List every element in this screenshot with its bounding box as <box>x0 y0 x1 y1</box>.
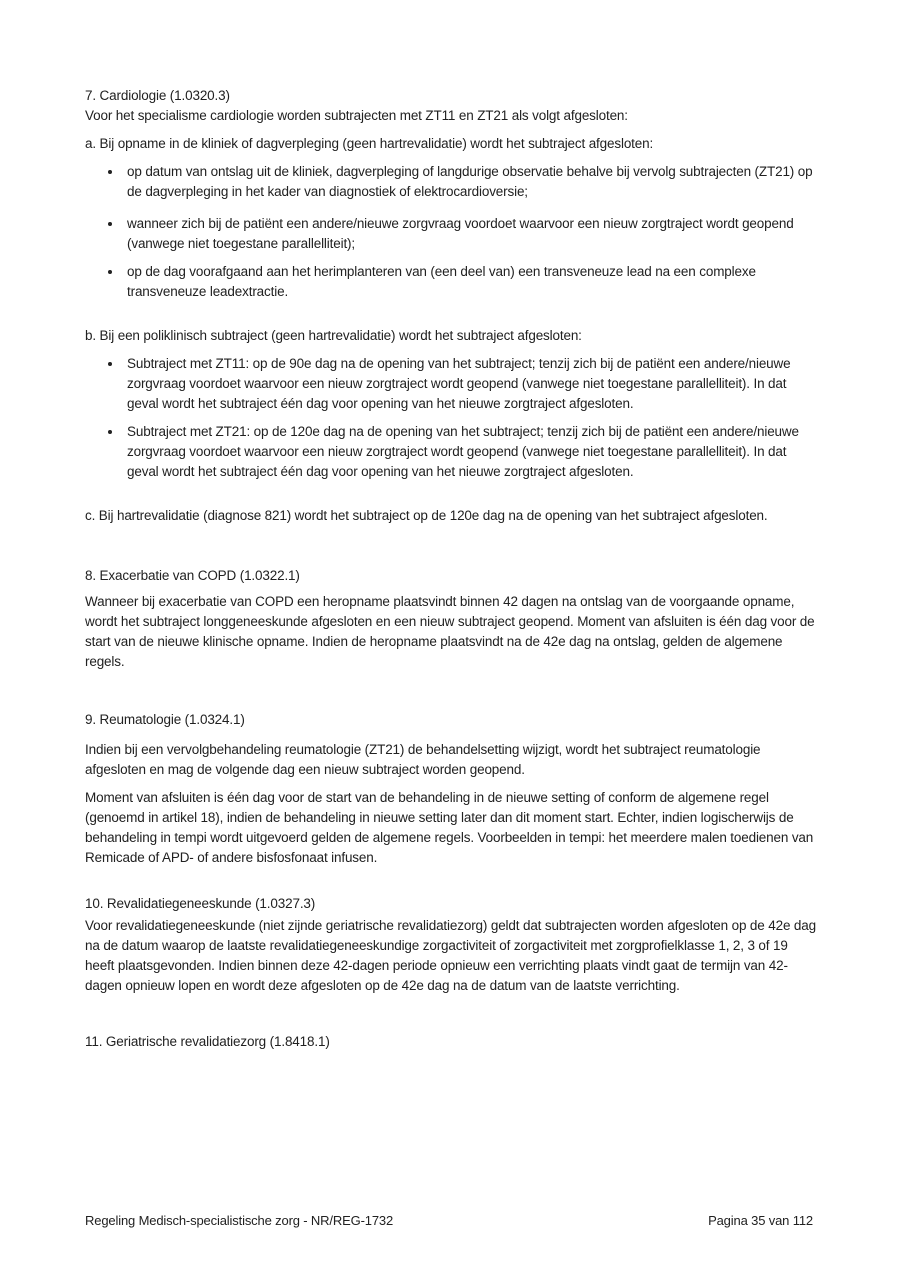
list-item <box>85 262 817 302</box>
section7-intro: Voor het specialisme cardiologie worden subtrajecten met ZT11 en ZT21 als volgt afgesloten: <box>85 108 628 123</box>
section10-paragraph: Voor revalidatiegeneeskunde (niet zijnde geriatrische revalidatiezorg) geldt dat subtrajecten worden afgesloten op de 42e dag na de datum waarop de laatste revalidatiegeneeskundige zorgactiviteit of zorgactiviteit met zorgprofielklasse 1, 2, 3 of 19 heeft plaatsgevonden. Indien binnen deze 42-dagen periode opnieuw een verrichting plaats vindt gaat de termijn van 42-dagen opnieuw lopen en wordt deze afgesloten op de 42e dag na de datum van de laatste verrichting. <box>85 918 816 993</box>
section8-paragraph: Wanneer bij exacerbatie van COPD een heropname plaatsvindt binnen 42 dagen na ontslag van de voorgaande opname, wordt het subtraject longgeneeskunde afgesloten en een nieuw subtraject geopend. Moment van afsluiten is één dag voor de start van de nieuwe klinische opname. Indien de heropname plaatsvindt na de 42e dag na ontslag, gelden de algemene regels. <box>85 594 815 669</box>
list-item <box>85 162 817 202</box>
section7-item-b: b. Bij een poliklinisch subtraject (geen hartrevalidatie) wordt het subtraject afgesloten: <box>85 328 582 343</box>
bullet-text: Subtraject met ZT11: op de 90e dag na de opening van het subtraject; tenzij zich bij de patiënt een andere/nieuwe zorgvraag voordoet waarvoor een nieuw zorgtraject wordt geopend (vanwege niet toegestane parallelliteit). In dat geval wordt het subtraject één dag voor opening van het nieuwe zorgtraject afgesloten. <box>127 356 791 411</box>
bullet-text: Subtraject met ZT21: op de 120e dag na de opening van het subtraject; tenzij zich bij de patiënt een andere/nieuwe zorgvraag voordoet waarvoor een nieuw zorgtraject wordt geopend (vanwege niet toegestane parallelliteit). In dat geval wordt het subtraject één dag voor opening van het nieuwe zorgtraject afgesloten. <box>127 424 799 479</box>
document-body <box>85 0 817 1052</box>
section7-heading: 7. Cardiologie (1.0320.3) <box>85 88 230 103</box>
page-footer <box>85 1212 813 1230</box>
bullet-icon <box>107 214 127 234</box>
section7-item-a: a. Bij opname in de kliniek of dagverpleging (geen hartrevalidatie) wordt het subtraject afgesloten: <box>85 136 654 151</box>
footer-page-number: Pagina 35 van 112 <box>708 1213 813 1228</box>
section7-item-c: c. Bij hartrevalidatie (diagnose 821) wordt het subtraject op de 120e dag na de opening van het subtraject afgesloten. <box>85 508 768 523</box>
footer-document-title: Regeling Medisch-specialistische zorg - NR/REG-1732 <box>85 1213 394 1228</box>
section9-paragraph-2: Moment van afsluiten is één dag voor de start van de behandeling in de nieuwe setting of conform de algemene regel (genoemd in artikel 18), indien de behandeling in nieuwe setting later dan dit moment start. Echter, indien logischerwijs de behandeling in tempi wordt uitgevoerd gelden de algemene regels. Voorbeelden in tempi: het meerdere malen toedienen van Remicade of APD- of andere bisfosfonaat infusen. <box>85 790 814 865</box>
section11-heading: 11. Geriatrische revalidatiezorg (1.8418.1) <box>85 1034 330 1049</box>
bullet-text: wanneer zich bij de patiënt een andere/nieuwe zorgvraag voordoet waarvoor een nieuw zorgtraject wordt geopend (vanwege niet toegestane parallelliteit); <box>127 216 794 251</box>
bullet-text: op datum van ontslag uit de kliniek, dagverpleging of langdurige observatie behalve bij vervolg subtrajecten (ZT21) op de dagverpleging in het kader van diagnostiek of elektrocardioversie; <box>127 164 813 199</box>
section10-heading: 10. Revalidatiegeneeskunde (1.0327.3) <box>85 896 316 911</box>
section9-heading: 9. Reumatologie (1.0324.1) <box>85 712 245 727</box>
bullet-icon <box>107 422 127 442</box>
section9-paragraph-1: Indien bij een vervolgbehandeling reumatologie (ZT21) de behandelsetting wijzigt, wordt het subtraject reumatologie afgesloten en mag de volgende dag een nieuw subtraject worden geopend. <box>85 742 761 777</box>
bullet-icon <box>107 354 127 374</box>
section8-heading: 8. Exacerbatie van COPD (1.0322.1) <box>85 568 300 583</box>
bullet-icon <box>107 162 127 182</box>
list-item <box>85 214 817 254</box>
bullet-text: op de dag voorafgaand aan het herimplanteren van (een deel van) een transveneuze lead na een complexe transveneuze leadextractie. <box>127 264 756 299</box>
list-item <box>85 422 817 482</box>
bullet-icon <box>107 262 127 282</box>
list-item <box>85 354 817 414</box>
